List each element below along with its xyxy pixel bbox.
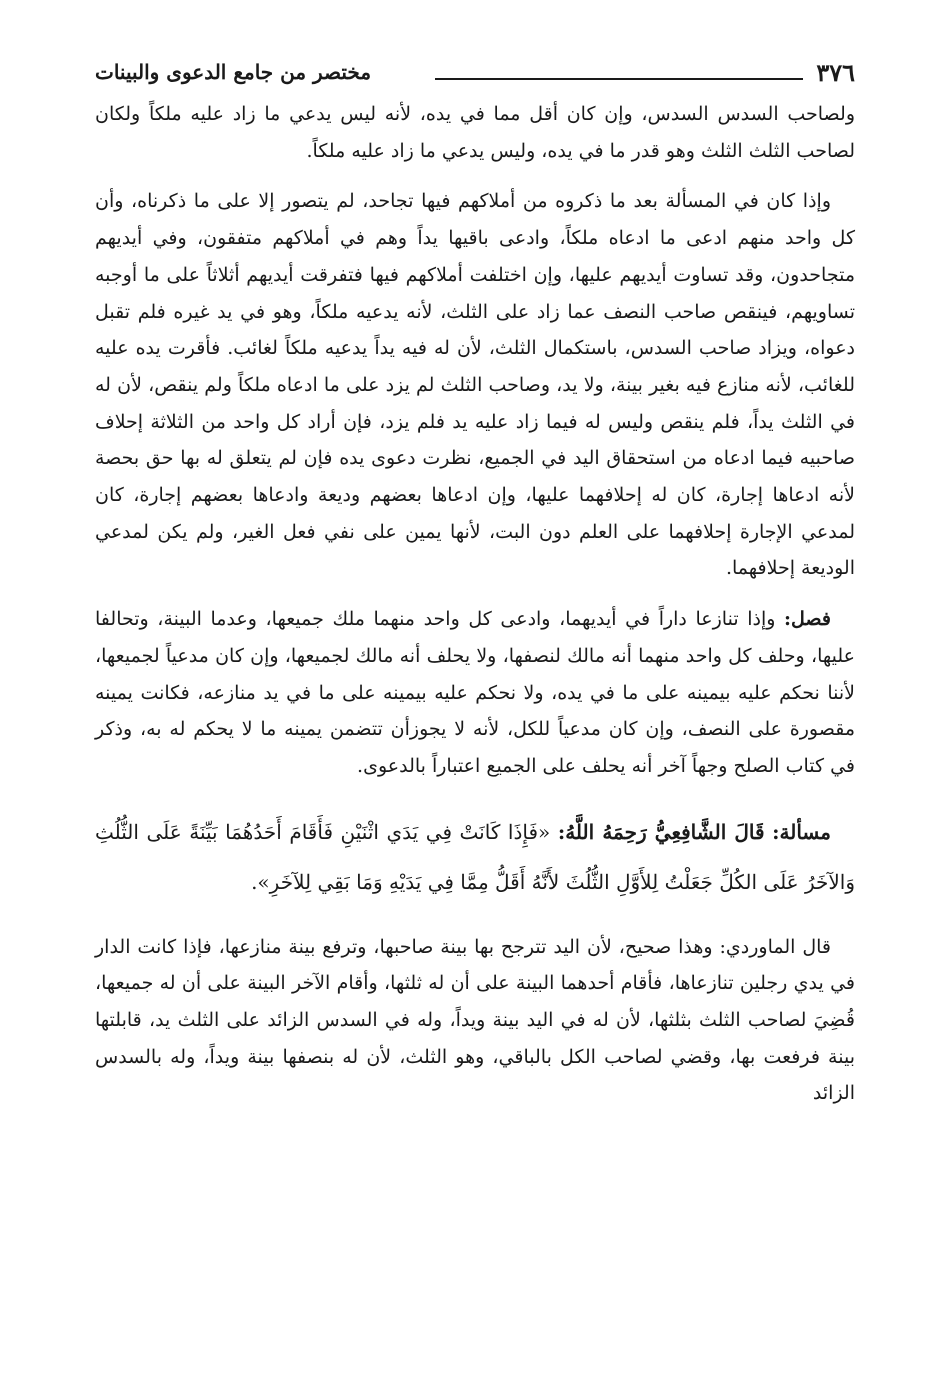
paragraph-text: قال الماوردي: وهذا صحيح، لأن اليد تترجح بها بينة صاحبها، وترفع بينة منازعها، فإذا كانت الدار في يدي رجلين تنازعاها، فأقام أحدهما البينة على أن له ثلثها، وأقام الآخر البينة على أن له جميعها، قُضِيَ لصاحب الثلث بثلثها، لأن له في اليد بينة ويداً، وله في السدس الزائد على الثلث يد، قابلتها بينة فرفعت بها، وقضي لصاحب الكل بالباقي، وهو الثلث، لأن له بنصفها بينة ويداً، وله بالسدس الزائد bbox=[95, 935, 855, 1105]
paragraph-text: ولصاحب السدس السدس، وإن كان أقل مما في يده، لأنه ليس يدعي ما زاد عليه ملكاً ولكان لصاحب الثلث الثلث وهو قدر ما في يده، وليس يدعي ما زاد عليه ملكاً. bbox=[95, 103, 855, 162]
page-header bbox=[95, 56, 855, 96]
page-number: ٣٧٦ bbox=[816, 58, 855, 87]
paragraph-dispute bbox=[95, 183, 855, 587]
paragraph-continuation bbox=[95, 96, 855, 169]
quote-text: «فَإِذَا كَانَتْ فِي يَدَي اثْنَيْنِ فَأَقَامَ أَحَدُهُمَا بَيِّنَةً عَلَى الثُّلُثِ وَالآخَرُ عَلَى الكُلِّ جَعَلْتُ لِلأَوَّلِ الثُّلُثَ لأَنَّهُ أَقَلُّ مِمَّا فِي يَدَيْهِ وَمَا بَقِي لِلآخَرِ». bbox=[95, 819, 855, 894]
paragraph-text: وإذا كان في المسألة بعد ما ذكروه من أملاكهم فيها تجاحد، لم يتصور إلا على ما ذكرناه، وأن كل واحد منهم ادعى ما ادعاه ملكاً، وادعى باقيها يداً وهم في أملاكهم متفقون، وفي أيديهم متجاحدون، وقد تساوت أيديهم عليها، وإن اختلفت أملاكهم فيها فتفرقت أيديهم أثلاثاً على ما أوجبه تساويهم، فينقص صاحب النصف عما زاد على الثلث، لأنه يدعيه ملكاً، وهو في يد غيره فلم تقبل دعواه، ويزاد صاحب السدس، باستكمال الثلث، لأن له فيه يداً يدعيه ملكاً لغائب. فأقرت يده عليه للغائب، لأنه منازع فيه بغير بينة، ولا يد، وصاحب الثلث لم يزد على ما ادعاه ملكاً ولم ينقص، لأن له في الثلث يداً، فلم ينقص وليس له فيما زاد عليه يد فلم يزد، فإن أراد كل واحد من الثلاثة إحلاف صاحبيه فيما ادعاه من استحقاق اليد في الجميع، نظرت دعوى يده فإن لم يتعلق له بها حق بحصة لأنه ادعاها إجارة، كان له إحلافهما عليها، وإن ادعاها بعضهم وديعة وادعاها بعضهم إجارة، كان لمدعي الإجارة إحلافهما على العلم دون البت، لأنها يمين على نفي فعل الغير، ولم يكن لمدعي الوديعة إحلافهما. bbox=[95, 190, 855, 580]
section-label: مسألة: bbox=[772, 819, 831, 844]
header-rule bbox=[435, 78, 803, 80]
book-page bbox=[95, 56, 855, 1112]
paragraph-fasl bbox=[95, 601, 855, 785]
quote-author: قَالَ الشَّافِعِيُّ رَحِمَهُ اللَّهُ: bbox=[557, 819, 765, 844]
paragraph-mawardi bbox=[95, 929, 855, 1113]
section-label: فصل: bbox=[784, 608, 831, 631]
paragraph-masala bbox=[95, 807, 855, 907]
running-title: مختصر من جامع الدعوى والبينات bbox=[95, 60, 372, 84]
paragraph-text: وإذا تنازعا داراً في أيديهما، وادعى كل واحد منهما ملك جميعها، وعدما البينة، وتحالفا عليها، وحلف كل واحد منهما أنه مالك لنصفها، ولا يحلف أنه مالك لجميعها، وإن كان مدعياً لجميعها، لأننا نحكم عليه بيمينه على ما في يده، ولا نحكم عليه بيمينه على ما في يد منازعه، فكانت يمينه مقصورة على النصف، وإن كان مدعياً للكل، لأنه لا يجوزأن تتضمن يمينه ما لا يحكم له به، وذكر في كتاب الصلح وجهاً آخر أنه يحلف على الجميع اعتباراً بالدعوى. bbox=[95, 608, 855, 777]
